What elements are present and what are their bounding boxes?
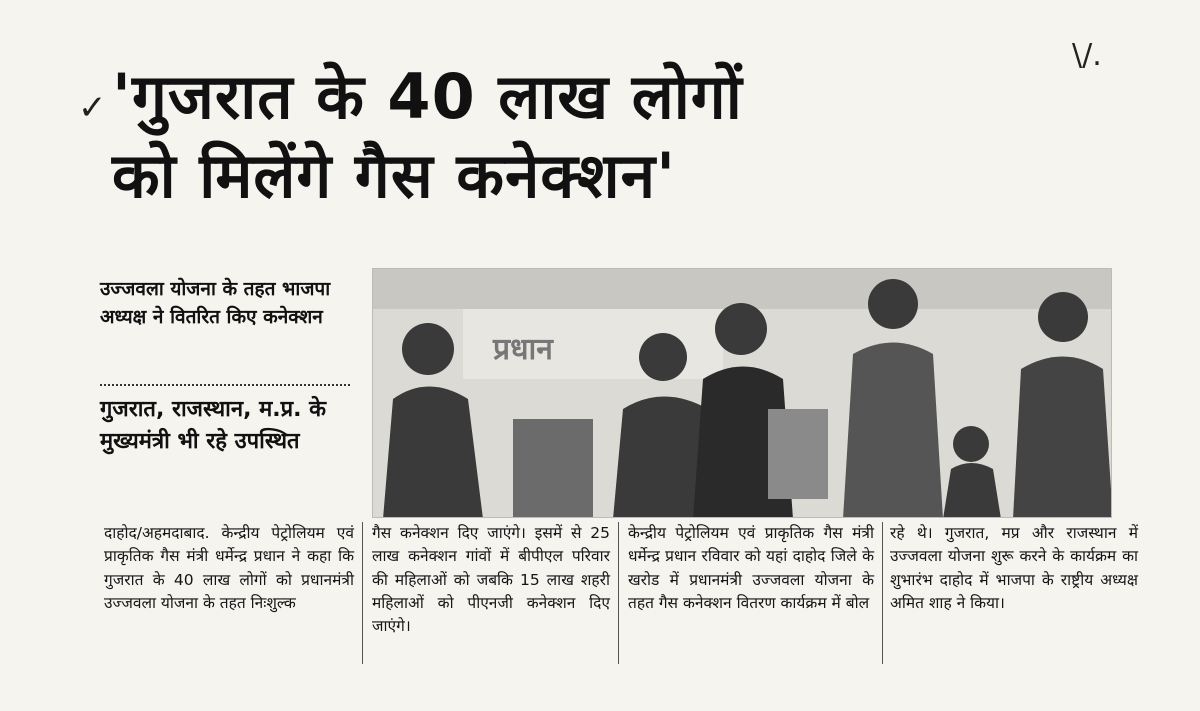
news-photo xyxy=(372,268,1112,518)
subheading-second: गुजरात, राजस्थान, म.प्र. के मुख्यमंत्री भी रहे उपस्थित xyxy=(100,397,327,454)
column-rule xyxy=(618,522,619,664)
headline xyxy=(112,60,1072,212)
headline-line-2: को मिलेंगे गैस कनेक्शन' xyxy=(112,139,677,213)
handwritten-tick-mark: ✓ xyxy=(78,88,107,128)
column-rule xyxy=(362,522,363,664)
column-rule xyxy=(882,522,883,664)
handwritten-corner-mark: \/. xyxy=(1072,38,1102,73)
article-column-2: गैस कनेक्शन दिए जाएंगे। इसमें से 25 लाख कनेक्शन गांवों में बीपीएल परिवार की महिलाओं को जबकि 15 लाख शहरी महिलाओं को पीएनजी कनेक्शन दिए जाएंगे। xyxy=(372,524,610,635)
photo-banner-text: प्रधान xyxy=(493,332,553,367)
article-column-1: दाहोद/अहमदाबाद. केन्द्रीय पेट्रोलियम एवं प्राकृतिक गैस मंत्री धर्मेन्द्र प्रधान ने कहा कि गुजरात के 40 लाख लोगों को प्रधानमंत्री उज्जवला योजना के तहत निःशुल्क xyxy=(104,524,354,612)
article-column-3: केन्द्रीय पेट्रोलियम एवं प्राकृतिक गैस मंत्री धर्मेन्द्र प्रधान रविवार को यहां दाहोद जिले के खरोड में प्रधानमंत्री उज्जवला योजना के तहत गैस कनेक्शन वितरण कार्यक्रम में बोल xyxy=(628,524,874,612)
subheading-first: उज्जवला योजना के तहत भाजपा अध्यक्ष ने वितरित किए कनेक्शन xyxy=(100,278,331,328)
photo-illustration xyxy=(373,269,1112,518)
article-column-4: रहे थे। गुजरात, मप्र और राजस्थान में उज्जवला योजना शुरू करने के कार्यक्रम का शुभारंभ दाहोद में भाजपा के राष्ट्रीय अध्यक्ष अमित शाह ने किया। xyxy=(890,524,1138,612)
headline-line-1: 'गुजरात के 40 लाख लोगों xyxy=(112,60,743,133)
subheading-divider xyxy=(100,384,350,386)
